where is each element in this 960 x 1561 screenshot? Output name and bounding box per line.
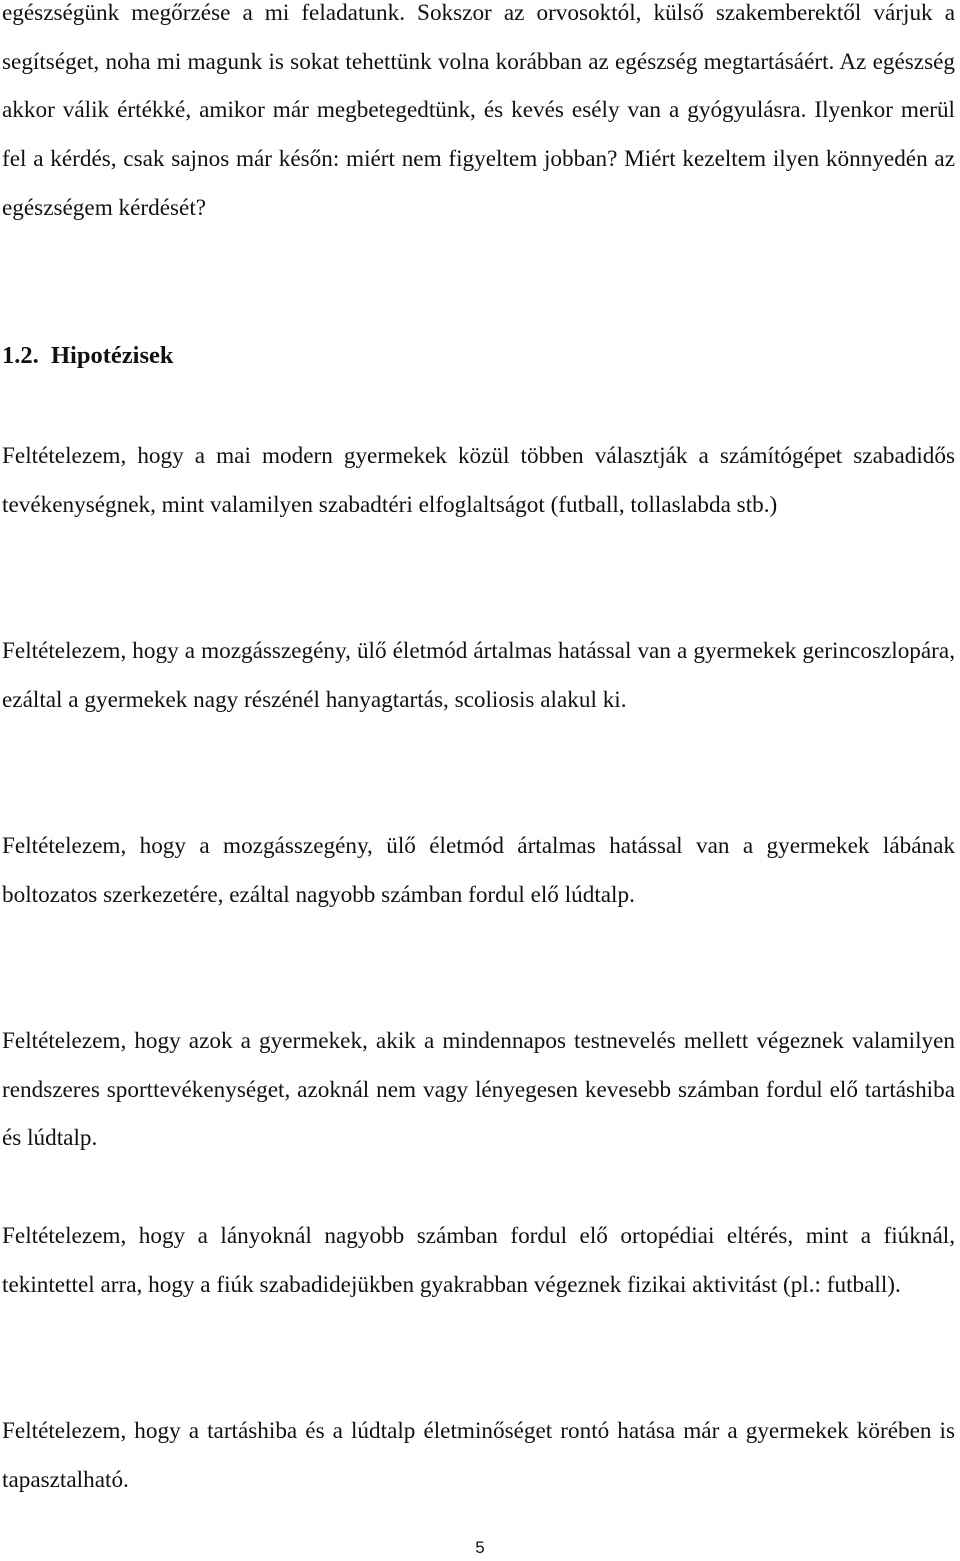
hypothesis-paragraph-2: Feltételezem, hogy a mozgásszegény, ülő életmód ártalmas hatással van a gyermekek gerincoszlopára, ezáltal a gyermekek nagy részénél hanyagtartás, scoliosis alakul ki. <box>2 638 955 713</box>
intro-paragraph: egészségünk megőrzése a mi feladatunk. Sokszor az orvosoktól, külső szakemberektől várjuk a segítséget, noha mi magunk is sokat tehettünk volna korábban az egészség megtartásáért. Az egészség akkor válik értékké, amikor már megbetegedtünk, és kevés esély van a gyógyulásra. Ilyenkor merül fel a kérdés, csak sajnos már későn: miért nem figyeltem jobban? Miért kezeltem ilyen könnyedén az egészségem kérdését? <box>2 0 955 221</box>
hypothesis-paragraph-1: Feltételezem, hogy a mai modern gyermekek közül többen választják a számítógépet szabadidős tevékenységnek, mint valamilyen szabadtéri elfoglaltságot (futball, tollaslabda stb.) <box>2 443 955 518</box>
section-heading-hypotheses: 1.2. Hipotézisek <box>2 342 174 369</box>
page-number: 5 <box>475 1538 485 1557</box>
hypothesis-paragraph-4: Feltételezem, hogy azok a gyermekek, akik a mindennapos testnevelés mellett végeznek valamilyen rendszeres sporttevékenységet, azoknál nem vagy lényegesen kevesebb számban fordul elő tartáshiba és lúdtalp. <box>2 1028 955 1152</box>
hypothesis-paragraph-3: Feltételezem, hogy a mozgásszegény, ülő életmód ártalmas hatással van a gyermekek lábának boltozatos szerkezetére, ezáltal nagyobb számban fordul elő lúdtalp. <box>2 833 955 908</box>
hypothesis-paragraph-6: Feltételezem, hogy a tartáshiba és a lúdtalp életminőséget rontó hatása már a gyermekek körében is tapasztalható. <box>2 1418 955 1493</box>
hypothesis-paragraph-5: Feltételezem, hogy a lányoknál nagyobb számban fordul elő ortopédiai eltérés, mint a fiúknál, tekintettel arra, hogy a fiúk szabadidejükben gyakrabban végeznek fizikai aktivitást (pl.: futball). <box>2 1223 955 1298</box>
